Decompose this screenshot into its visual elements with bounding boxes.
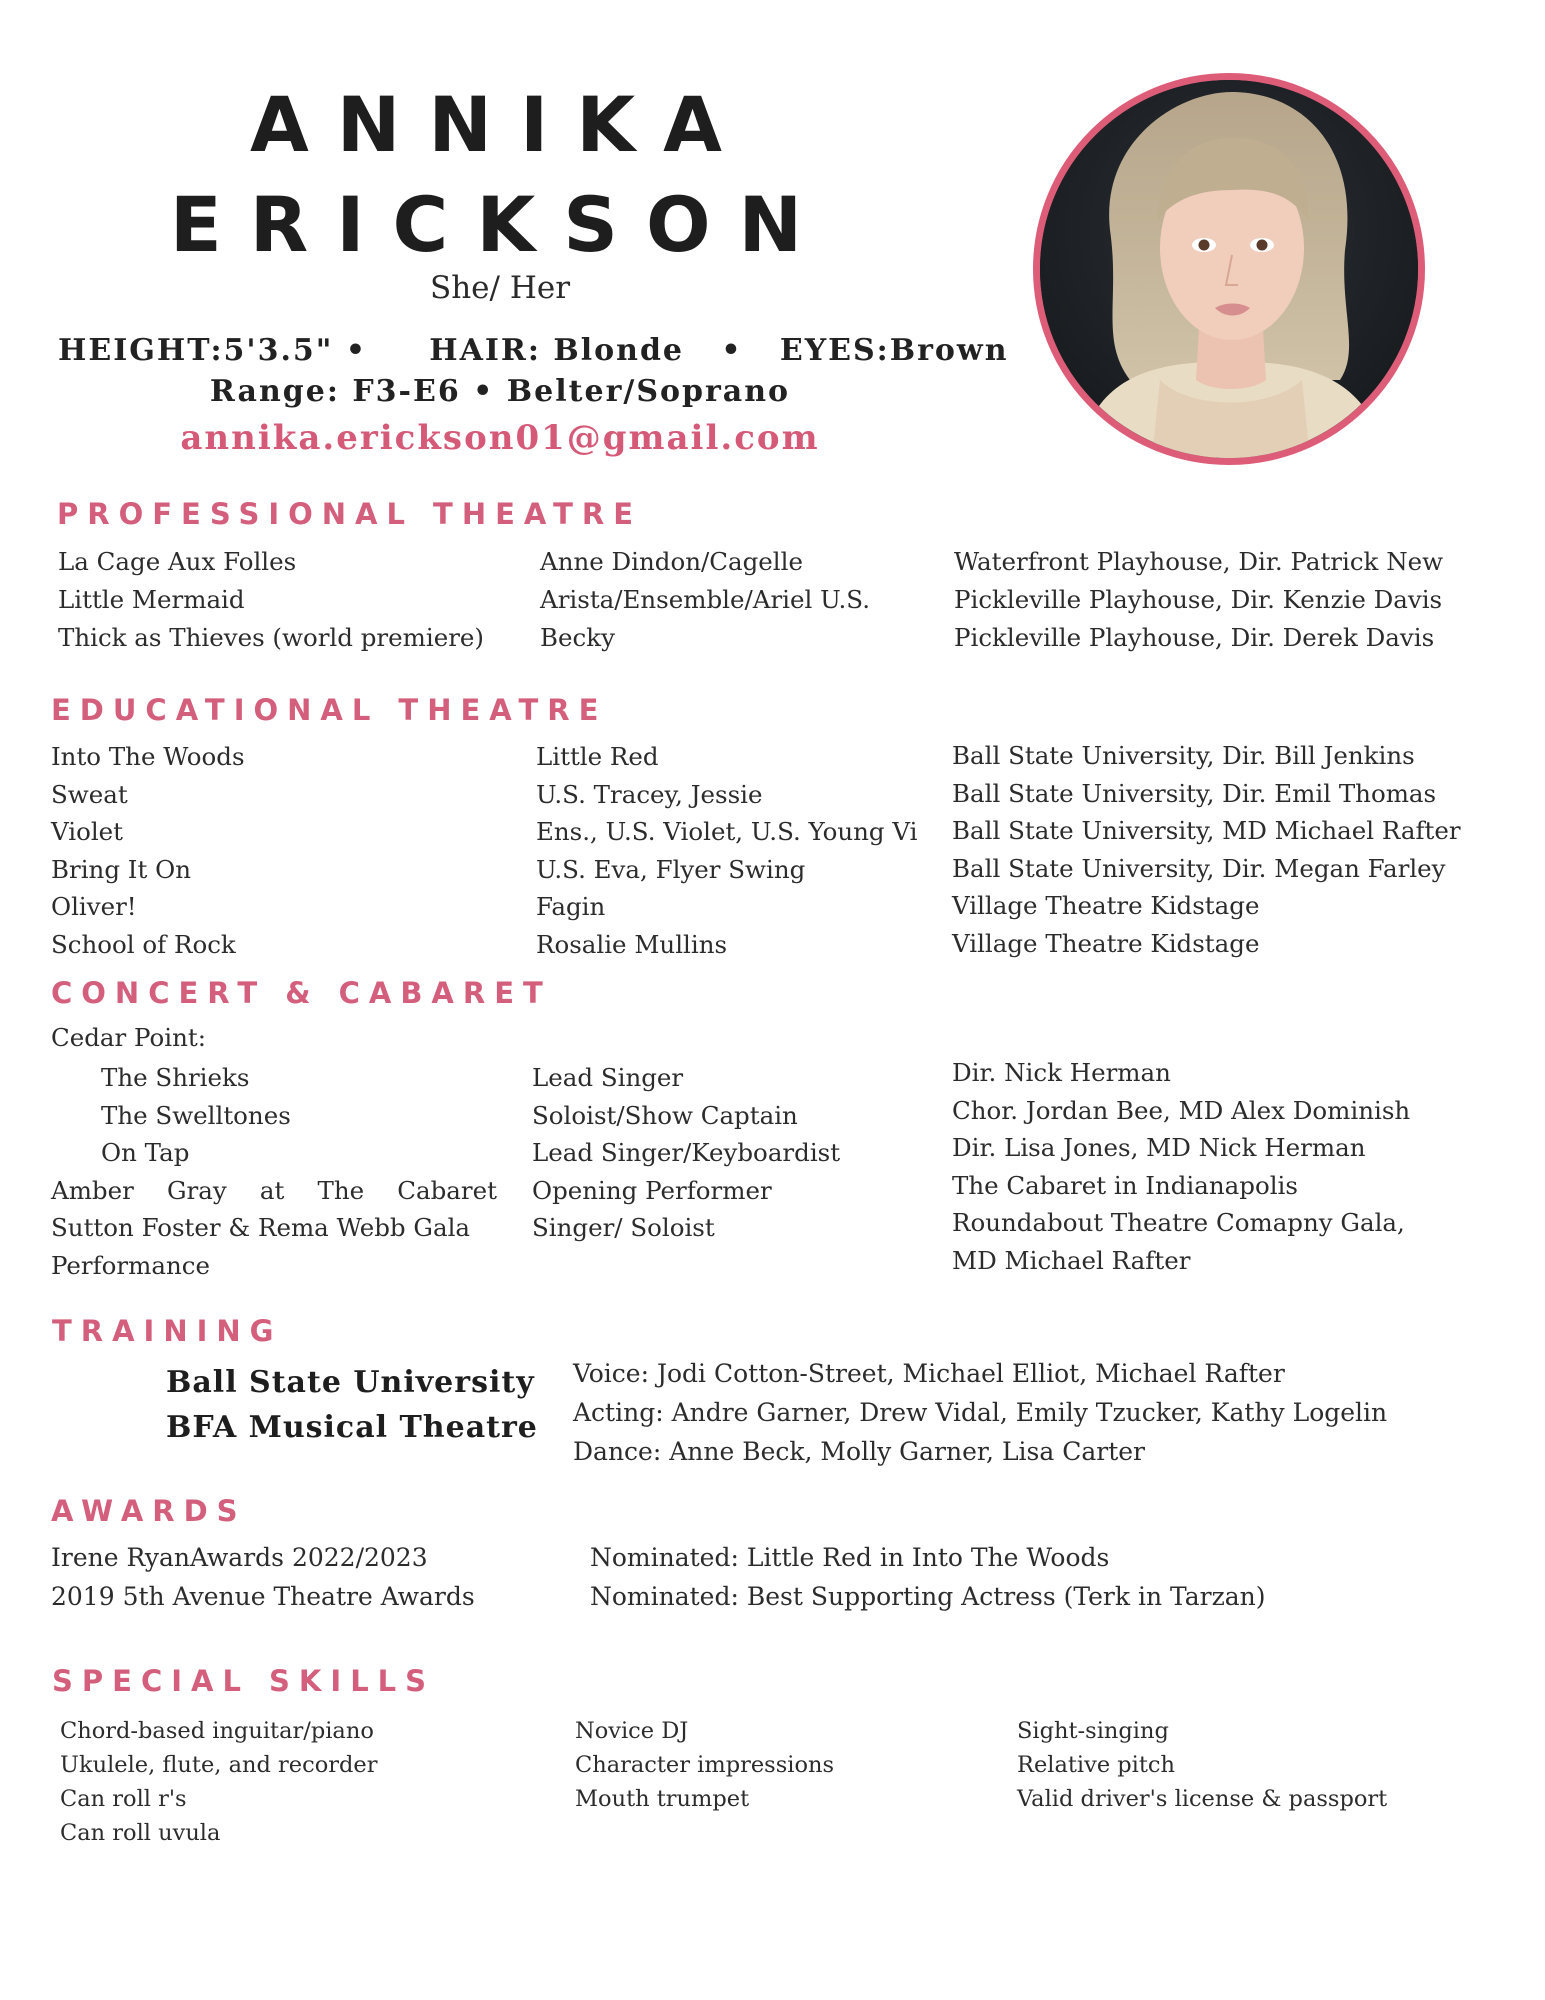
concert-subshows-column: [51, 1059, 497, 1284]
award-names-column: [51, 1538, 475, 1616]
word: Amber: [51, 1175, 134, 1205]
show-title: Thick as Thieves (world premiere): [58, 623, 484, 652]
award-result: Nominated: Best Supporting Actress (Terk in Tarzan): [590, 1582, 1266, 1611]
show-title: On Tap: [101, 1138, 190, 1167]
skill: Chord-based inguitar/piano: [60, 1718, 374, 1744]
concert-credits-column: [952, 1054, 1410, 1279]
professional-venues-column: [954, 543, 1443, 657]
educational-venues-column: [952, 737, 1461, 962]
physical-stats: HEIGHT:5'3.5" • HAIR: Blonde • EYES:Brown: [58, 333, 1009, 368]
skills-column-2: [575, 1714, 834, 1816]
word: The: [317, 1175, 365, 1205]
training-details: [573, 1354, 1387, 1471]
role: Singer/ Soloist: [532, 1213, 715, 1242]
skill: Novice DJ: [575, 1718, 689, 1744]
role: U.S. Eva, Flyer Swing: [536, 854, 806, 884]
pronouns: She/ Her: [429, 270, 571, 306]
skill: Can roll r's: [60, 1786, 187, 1812]
award-name: 2019 5th Avenue Theatre Awards: [51, 1582, 475, 1611]
show-title: Performance: [51, 1250, 210, 1280]
degree-name: BFA Musical Theatre: [166, 1410, 538, 1445]
credit: Dir. Nick Herman: [952, 1058, 1171, 1087]
show-title: Oliver!: [51, 892, 137, 921]
role: Soloist/Show Captain: [532, 1100, 798, 1130]
last-name: ERICKSON: [169, 180, 831, 269]
professional-shows-column: [58, 543, 484, 657]
role: Ens., U.S. Violet, U.S. Young Vi: [536, 817, 918, 846]
vocal-range: Range: F3-E6 • Belter/Soprano: [209, 374, 791, 409]
venue: Ball State University, MD Michael Rafter: [952, 816, 1461, 845]
show-title: La Cage Aux Folles: [58, 547, 297, 576]
venue: Pickleville Playhouse, Dir. Derek Davis: [954, 623, 1435, 652]
skills-column-3: [1017, 1714, 1387, 1816]
venue: Ball State University, Dir. Megan Farley: [952, 853, 1446, 883]
section-professional-theatre: PROFESSIONAL THEATRE: [57, 497, 643, 531]
concert-shows-column: [51, 1019, 206, 1057]
venue: Village Theatre Kidstage: [952, 891, 1260, 920]
skill: Sight-singing: [1017, 1718, 1169, 1744]
role: U.S. Tracey, Jessie: [536, 779, 763, 809]
venue: Pickleville Playhouse, Dir. Kenzie Davis: [954, 585, 1443, 614]
section-concert-cabaret: CONCERT & CABARET: [51, 976, 552, 1010]
training-school: [166, 1360, 538, 1450]
role: Opening Performer: [532, 1175, 772, 1205]
headshot-illustration: [1040, 80, 1418, 458]
skill: Ukulele, flute, and recorder: [60, 1752, 378, 1778]
email-link[interactable]: annika.erickson01@gmail.com: [180, 418, 820, 458]
venue: Ball State University, Dir. Bill Jenkins: [952, 741, 1415, 770]
word: at: [259, 1175, 285, 1205]
section-awards: AWARDS: [51, 1494, 247, 1528]
section-educational-theatre: EDUCATIONAL THEATRE: [51, 693, 608, 727]
section-training: TRAINING: [52, 1314, 283, 1348]
skill: Can roll uvula: [60, 1820, 221, 1846]
role: Fagin: [536, 892, 606, 921]
venue: Ball State University, Dir. Emil Thomas: [952, 778, 1437, 808]
concert-roles-column: [532, 1059, 840, 1247]
award-result: Nominated: Little Red in Into The Woods: [590, 1543, 1110, 1572]
educational-shows-column: [51, 738, 245, 963]
skill: Character impressions: [575, 1752, 835, 1778]
word: Cabaret: [397, 1175, 497, 1205]
venue: Waterfront Playhouse, Dir. Patrick New: [954, 547, 1444, 576]
credit: MD Michael Rafter: [952, 1245, 1191, 1275]
role: Becky: [540, 623, 615, 652]
concert-venue-heading: Cedar Point:: [51, 1023, 206, 1052]
award-results-column: [590, 1538, 1266, 1616]
training-voice: Voice: Jodi Cotton-Street, Michael Elliot, Michael Rafter: [573, 1359, 1285, 1388]
role: Anne Dindon/Cagelle: [540, 547, 803, 576]
award-name: Irene RyanAwards 2022/2023: [51, 1543, 428, 1572]
show-title: Sutton Foster & Rema Webb Gala: [51, 1213, 471, 1242]
role: Arista/Ensemble/Ariel U.S.: [540, 585, 871, 614]
educational-roles-column: [536, 738, 917, 963]
headshot-photo: [1033, 73, 1425, 465]
skills-column-1: [60, 1714, 377, 1850]
show-title: Violet: [51, 817, 124, 846]
credit: Chor. Jordan Bee, MD Alex Dominish: [952, 1095, 1411, 1125]
show-title: Into The Woods: [51, 742, 245, 771]
word: Gray: [166, 1175, 227, 1205]
role: Lead Singer: [532, 1063, 684, 1092]
show-title: Bring It On: [51, 854, 191, 884]
skill: Relative pitch: [1017, 1752, 1176, 1778]
training-acting: Acting: Andre Garner, Drew Vidal, Emily Tzucker, Kathy Logelin: [573, 1398, 1388, 1427]
show-title-amber-gray: [51, 1172, 497, 1210]
role: Rosalie Mullins: [536, 929, 728, 959]
show-title: Sweat: [51, 779, 128, 809]
school-name: Ball State University: [166, 1365, 535, 1400]
first-name: ANNIKA: [249, 80, 751, 169]
role: Little Red: [536, 742, 659, 771]
show-title: Little Mermaid: [58, 585, 245, 614]
show-title: The Shrieks: [101, 1063, 250, 1092]
role: Lead Singer/Keyboardist: [532, 1138, 841, 1167]
professional-roles-column: [540, 543, 870, 657]
training-dance: Dance: Anne Beck, Molly Garner, Lisa Carter: [573, 1437, 1146, 1466]
credit: The Cabaret in Indianapolis: [952, 1170, 1298, 1200]
credit: Dir. Lisa Jones, MD Nick Herman: [952, 1133, 1366, 1162]
show-title: The Swelltones: [101, 1100, 291, 1130]
skill: Valid driver's license & passport: [1017, 1786, 1388, 1812]
venue: Village Theatre Kidstage: [952, 928, 1260, 958]
credit: Roundabout Theatre Comapny Gala,: [952, 1208, 1405, 1237]
show-title: School of Rock: [51, 929, 236, 959]
skill: Mouth trumpet: [575, 1786, 750, 1812]
section-special-skills: SPECIAL SKILLS: [52, 1664, 436, 1698]
